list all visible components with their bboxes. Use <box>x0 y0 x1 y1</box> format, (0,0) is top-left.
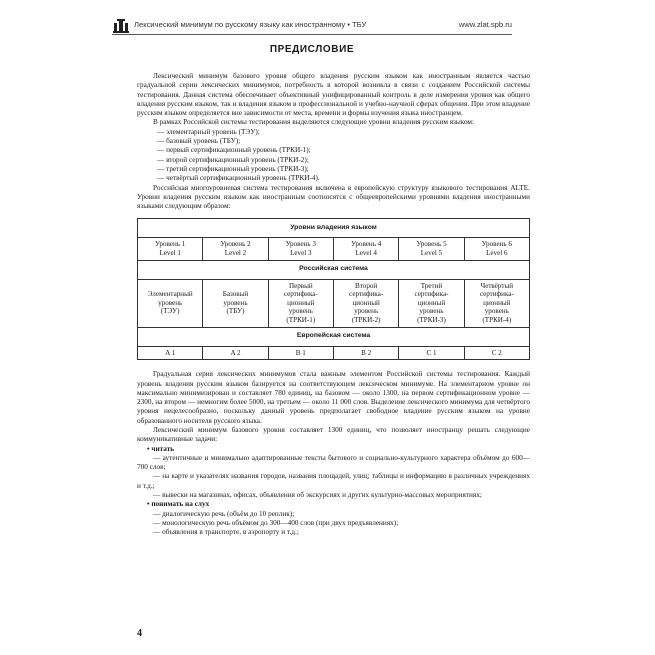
reading-item: — аутентичные и минимально адаптированные тексты бытового и социально-культурного характера объёмом до 600—700 слов; <box>137 453 530 472</box>
table-heading-russian: Российская система <box>138 260 530 279</box>
table-cell <box>203 238 268 260</box>
cell-line: Четвёртый <box>480 281 514 290</box>
alte-paragraph: Российская многоуровневая система тестирования включена в европейскую структуру языкового тестирования ALTE. Уровни владения русским языком как иностранным соотносятся с общеевропейскими уровнями владения иностранными языками следующим образом: <box>137 183 530 211</box>
cell-line: Level 5 <box>420 249 443 258</box>
listening-item: — диалогическую речь (объём до 10 реплик); <box>153 509 295 518</box>
list-item: — четвёртый сертификационный уровень (ТРКИ-4). <box>157 174 320 183</box>
table-cell <box>333 279 398 327</box>
page-title: ПРЕДИСЛОВИЕ <box>269 44 355 55</box>
list-item: — третий сертификационный уровень (ТРКИ-3); <box>157 164 309 173</box>
cell-line: Базовый <box>222 290 249 299</box>
table-heading-european: Европейская система <box>138 327 530 346</box>
table-cell: A 2 <box>203 346 268 360</box>
cell-line: ционный <box>352 298 380 307</box>
tasks-intro-paragraph: Лексический минимум базового уровня составляет 1300 единиц, что позволяет иностранцу решать следующие коммуникативные задачи: <box>137 425 530 444</box>
cell-line: Элементарный <box>147 290 193 299</box>
cell-line: Второй <box>355 281 378 290</box>
reading-label: • читать <box>147 444 175 453</box>
table-cell: A 1 <box>138 346 203 360</box>
cell-line: Level 6 <box>486 249 508 258</box>
cell-line: (ТРКИ-3) <box>417 316 446 325</box>
cell-line: ционный <box>417 298 446 307</box>
cell-line: (ТБУ) <box>226 307 245 316</box>
cell-line: Уровень 1 <box>155 240 186 249</box>
cell-line: Первый <box>288 281 313 290</box>
table-heading-levels: Уровни владения языком <box>138 219 530 238</box>
reading-item: — на карте и указателях названия городов, названия площадей, улиц; таблицы и информацию в различных учреждениях и т.д.; <box>137 472 530 490</box>
cell-line: Уровень 4 <box>350 240 382 249</box>
cell-line: сертифика- <box>283 290 318 299</box>
cell-line: Level 4 <box>355 249 377 258</box>
cell-line: уровень <box>288 307 313 316</box>
cell-line: сертифика- <box>349 290 384 299</box>
levels-list <box>137 128 530 184</box>
table-cell <box>138 279 203 327</box>
running-header <box>112 18 512 34</box>
cell-line: ционный <box>287 298 315 307</box>
listening-label: • понимать на слух <box>147 500 210 509</box>
publisher-logo-icon <box>112 18 130 34</box>
table-cell <box>268 279 333 327</box>
header-rule <box>112 34 512 35</box>
table-cell: B 2 <box>333 346 398 360</box>
cell-line: Уровень 2 <box>220 240 251 249</box>
list-item: — второй сертификационный уровень (ТРКИ-2); <box>157 155 309 164</box>
cell-line: сертифика- <box>414 290 449 299</box>
cell-line: Уровень 6 <box>481 240 512 249</box>
table-row <box>138 238 530 260</box>
cell-line: (ТЭУ) <box>160 307 180 316</box>
cell-line: сертифика- <box>479 290 514 299</box>
cell-line: Уровень 3 <box>285 240 316 249</box>
table-cell <box>333 238 398 260</box>
table-row <box>138 346 530 360</box>
intro-paragraph: Лексический минимум базового уровня общего владения русским языком как иностранным является частью градуальной серии лексических минимумов, потребность в которой возникла в связи с созданием Российской системы тестирования. Данная система обеспечивает объективный унифицированный контроль в деле измерения уровня как общего владения русским языком, так и владения языком в профессиональной и учебно-научной сферах общения. При этом владение русским языком определяется вне зависимости от места, времени и формы изучения языка иностранцем. <box>137 72 530 118</box>
cell-line: уровень <box>419 307 444 316</box>
table-cell: C 2 <box>464 346 529 360</box>
cell-line: (ТРКИ-1) <box>286 316 316 325</box>
cell-line: (ТРКИ-2) <box>351 316 381 325</box>
table-cell <box>268 238 333 260</box>
levels-intro-paragraph: В рамках Российской системы тестирования выделяются следующие уровни владения русским языком: <box>153 118 475 127</box>
page-number: 4 <box>137 628 142 639</box>
table-cell <box>464 279 529 327</box>
cell-line: Level 3 <box>290 249 312 258</box>
list-item: — элементарный уровень (ТЭУ); <box>157 127 260 136</box>
cell-line: уровень <box>354 307 379 316</box>
table-row <box>138 279 530 327</box>
cell-line: (ТРКИ-4) <box>482 316 512 325</box>
cell-line: Level 1 <box>159 249 181 258</box>
listening-item: — объявления в транспорте, в аэропорту и т.д.; <box>153 528 299 537</box>
cell-line: уровень <box>223 298 248 307</box>
reading-item: — вывески на магазинах, офисах, объявления об экскурсиях и других культурно-массовых мероприятиях; <box>153 491 482 500</box>
cell-line: Третий <box>420 281 443 290</box>
table-cell: C 1 <box>399 346 464 360</box>
table-cell <box>138 238 203 260</box>
table-cell <box>203 279 268 327</box>
listening-item: — монологическую речь объёмом до 300—400 слов (при двух предъявлениях); <box>153 518 399 527</box>
lexical-series-paragraph: Градуальная серия лексических минимумов стала важным элементом Российской системы тестирования. Каждый уровень владения русским языком базируется на соответствующем лексическом минимуме. На элементарном уровне он максимально минимизирован и составляет 780 единиц, на базовом — около 1300, на первом сертификационном уровне — 2300, на втором — немногим более 5000, на третьем — около 11 000 слов. Выделение лексического минимума для четвёртого уровня нецелесообразно, поскольку данный уровень предполагает свободное владение русским языком на уровне образованного носителя русского языка. <box>137 370 530 425</box>
levels-table <box>137 218 530 360</box>
cell-line: уровень <box>484 307 509 316</box>
header-website: www.zlat.spb.ru <box>458 20 512 29</box>
table-cell <box>399 238 464 260</box>
list-item: — первый сертификационный уровень (ТРКИ-1); <box>157 146 311 155</box>
cell-line: Уровень 5 <box>416 240 447 249</box>
table-cell: B 1 <box>268 346 333 360</box>
page-body <box>137 72 530 538</box>
cell-line: ционный <box>483 298 511 307</box>
table-cell <box>399 279 464 327</box>
table-cell <box>464 238 529 260</box>
list-item: — базовый уровень (ТБУ); <box>157 137 241 146</box>
header-text: Лексический минимум по русскому языку как иностранному ▪ ТБУ <box>134 20 367 29</box>
cell-line: уровень <box>158 298 183 307</box>
cell-line: Level 2 <box>224 249 247 258</box>
